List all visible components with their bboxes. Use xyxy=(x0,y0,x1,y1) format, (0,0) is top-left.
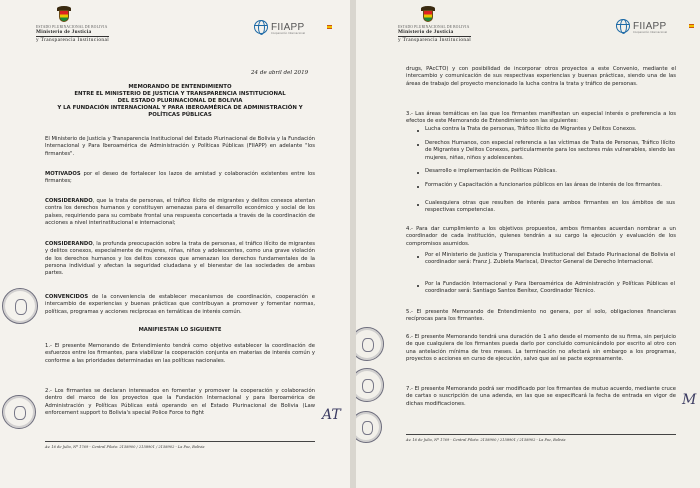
motivados-text: por el deseo de fortalecer los lazos de amistad y colaboración existentes entre los firmantes; xyxy=(45,171,315,185)
clause-1: 1.- El presente Memorando de Entendimiento tendrá como objetivo establecer la coordinación de esfuerzos entre los firmantes, para viabilizar la cooperación conjunta en materias de interés común y conforme a las prioridades determinadas en las políticas nacionales. xyxy=(45,343,315,364)
fiiapp-tagline: Cooperación Internacional xyxy=(271,32,306,35)
bullet-icon xyxy=(417,144,419,146)
list-item: Por la Fundación Internacional y Para Iberoamérica de Administración y Políticas Públicas el coordinador será: Santiago Santos Benítez, Coordinador Técnico. xyxy=(425,281,675,295)
seal-stamp xyxy=(356,368,384,402)
page-footer: Av. 16 de Julio, Nº 1769 - Central Piloto: 2158900 / 2158901 / 2158902 - La Paz, Bolivia xyxy=(45,445,205,449)
title-line: ENTRE EL MINISTERIO DE JUSTICIA Y TRANSPARENCIA INSTITUCIONAL xyxy=(74,91,286,97)
considerando-1-lead: CONSIDERANDO xyxy=(45,198,93,204)
clause-6: 6.- El presente Memorando tendrá una duración de 1 año desde el momento de su firma, sin perjuicio de que cualquiera de los firmantes pueda darlo por concluido comunicándolo por escrito al otro con una antelación mínima de tres meses. La terminación no afectará sin embargo a los programas, proyectos o acciones en curso de ejecución, salvo que así se pacte expresamente. xyxy=(406,334,676,362)
fiiapp-name: FIIAPP xyxy=(271,21,305,33)
ministry-letterhead xyxy=(398,25,471,43)
bullet-icon xyxy=(417,256,419,258)
ministry-name: Ministerio de Justicia xyxy=(398,29,454,35)
ministry-letterhead xyxy=(36,25,109,43)
clause-5: 5.- El presente Memorando de Entendimiento no genera, por sí solo, obligaciones financieras recíprocas para los firmantes. xyxy=(406,309,676,323)
list-item: Lucha contra la Trata de personas, Tráfico Ilícito de Migrantes y Delitos Conexos. xyxy=(425,126,637,132)
page-footer: Av. 16 de Julio, Nº 1769 - Central Piloto: 2158900 / 2158901 / 2158902 - La Paz, Bolivia xyxy=(406,438,566,442)
list-item: Formación y Capacitación a funcionarios públicos en las áreas de interés de los firmantes. xyxy=(425,182,662,188)
clause-2-continuation: drugs, PAcCTO) y con posibilidad de incorporar otros proyectos a este Convenio, mediante el intercambio y comunicación de sus respectivas experiencias y buenas prácticas, siendo una de las áreas de trabajo del proyecto mencionado la lucha contra la trata y tráfico de personas. xyxy=(406,66,676,87)
footer-divider xyxy=(45,441,315,442)
ministry-subtitle: y Transparencia Institucional xyxy=(36,37,110,43)
seal-stamp xyxy=(2,395,36,429)
title-line: MEMORANDO DE ENTENDIMIENTO xyxy=(128,84,232,90)
ministry-name: Ministerio de Justicia xyxy=(36,29,92,35)
title-line: DEL ESTADO PLURINACIONAL DE BOLIVIA xyxy=(117,98,243,104)
spain-flag-icon xyxy=(327,25,332,29)
clause-2: 2.- Los firmantes se declaran interesados en fomentar y promover la cooperación y colaboración dentro del marco de los proyectos que la Fundación Internacional y para Iberoamérica de Administración y Políticas Públicas está operando en el Estado Plurinacional de Bolivia (Law enforcement support to Bolivia's special Police Force to fight xyxy=(45,388,315,416)
title-line: Y LA FUNDACIÓN INTERNACIONAL Y PARA IBEROAMÉRICA DE ADMINISTRACIÓN Y xyxy=(57,105,303,111)
bullet-icon xyxy=(417,130,419,132)
considerando-2-lead: CONSIDERANDO xyxy=(45,241,93,247)
handwritten-initials: AT xyxy=(322,407,341,423)
convencidos-paragraph xyxy=(45,294,315,316)
document-page-2 xyxy=(356,0,700,488)
bullet-icon xyxy=(417,204,419,206)
memorandum-title xyxy=(40,84,320,119)
clause-4: 4.- Para dar cumplimiento a los objetivos propuestos, ambos firmantes acuerdan nombrar a un coordinador de cada institución, quienes tendrán a su cargo la ejecución y evaluación de los compromisos asumidos. xyxy=(406,226,676,247)
convencidos-text: de la conveniencia de establecer mecanismos de coordinación, cooperación e intercambio de experiencias y buenas prácticas que contribuyan a promover y fomentar normas, políticas, programas y acciones recíprocas en temáticas de interés común. xyxy=(45,294,315,315)
bolivia-coat-of-arms-icon xyxy=(420,6,436,24)
state-name: ESTADO PLURINACIONAL DE BOLIVIA xyxy=(398,25,470,29)
seal-stamp xyxy=(356,411,382,443)
handwritten-initials: M xyxy=(682,392,697,408)
footer-divider xyxy=(406,434,676,435)
bullet-icon xyxy=(417,285,419,287)
bullet-icon xyxy=(417,186,419,188)
fiiapp-logo xyxy=(616,19,666,33)
state-name: ESTADO PLURINACIONAL DE BOLIVIA xyxy=(36,25,108,29)
fiiapp-globe-icon xyxy=(616,19,630,33)
seal-stamp xyxy=(2,288,38,324)
fiiapp-name: FIIAPP xyxy=(633,20,667,32)
title-line: POLÍTICAS PÚBLICAS xyxy=(148,112,212,118)
list-item: Desarrollo e implementación de Políticas Públicas. xyxy=(425,168,557,174)
list-item: Cualesquiera otras que resulten de interés para ambos firmantes en los ámbitos de sus respectivas competencias. xyxy=(425,200,675,214)
manifiestan-heading: MANIFIESTAN LO SIGUIENTE xyxy=(138,327,222,333)
fiiapp-globe-icon xyxy=(254,20,268,34)
clause-3: 3.- Las áreas temáticas en las que los firmantes manifiestan un especial interés o preferencia a los efectos de este Memorando de Entendimiento son las siguientes: xyxy=(406,111,676,125)
intro-paragraph: El Ministerio de Justicia y Transparencia Institucional del Estado Plurinacional de Bolivia y la Fundación Internacional y Para Iberoamérica de Administración y Políticas Públicas (FIIAPP) en adelante "los firmantes". xyxy=(45,136,315,157)
document-date: 24 de abril del 2019 xyxy=(251,70,309,76)
bullet-icon xyxy=(417,172,419,174)
ministry-subtitle: y Transparencia Institucional xyxy=(398,37,472,43)
spain-flag-icon xyxy=(689,24,694,28)
considerando-2-paragraph xyxy=(45,241,315,277)
motivados-paragraph xyxy=(45,171,315,186)
motivados-lead: MOTIVADOS xyxy=(45,171,81,177)
seal-stamp xyxy=(356,327,384,361)
fiiapp-logo xyxy=(254,20,304,34)
list-item: Derechos Humanos, con especial referencia a las víctimas de Trata de Personas, Tráfico Ilícito de Migrantes y Delitos Conexos, particularmente para los sectores más vulnerables, siendo las mujeres, niñas, niños y adolescentes. xyxy=(425,140,675,161)
list-item: Por el Ministerio de Justicia y Transparencia Institucional del Estado Plurinacional de Bolivia el coordinador será: Franz J. Zubieta Mariscal, Director General de Derecho Internacional. xyxy=(425,252,675,266)
fiiapp-tagline: Cooperación Internacional xyxy=(633,31,668,34)
convencidos-lead: CONVENCIDOS xyxy=(45,294,89,300)
considerando-2-text: , la profunda preocupación sobre la trata de personas, el tráfico ilícito de migrantes y delitos conexos, especialmente de mujeres, niñas, niños y adolescentes, como una grave violación de los derechos humanos y los delitos conexos que amenazan los derechos fundamentales de la persona individual y afectan la seguridad ciudadana y el bienestar de las sociedades de ambas partes. xyxy=(45,241,315,277)
clause-7: 7.- El presente Memorando podrá ser modificado por los firmantes de mutuo acuerdo, mediante cruce de cartas o suscripción de una adenda, en las que se especificará la fecha de entrada en vigor de dichas modificaciones. xyxy=(406,386,676,407)
considerando-1-text: , que la trata de personas, el tráfico ilícito de migrantes y delitos conexos atentan contra los derechos humanos y constituyen amenazas para el desarrollo económico y social de los países, requiriendo para su combate frontal una respuesta concertada a través de la coordinación de acciones a nivel interinstitucional e internacional; xyxy=(45,198,315,226)
bolivia-coat-of-arms-icon xyxy=(56,6,72,24)
considerando-1-paragraph xyxy=(45,198,315,227)
